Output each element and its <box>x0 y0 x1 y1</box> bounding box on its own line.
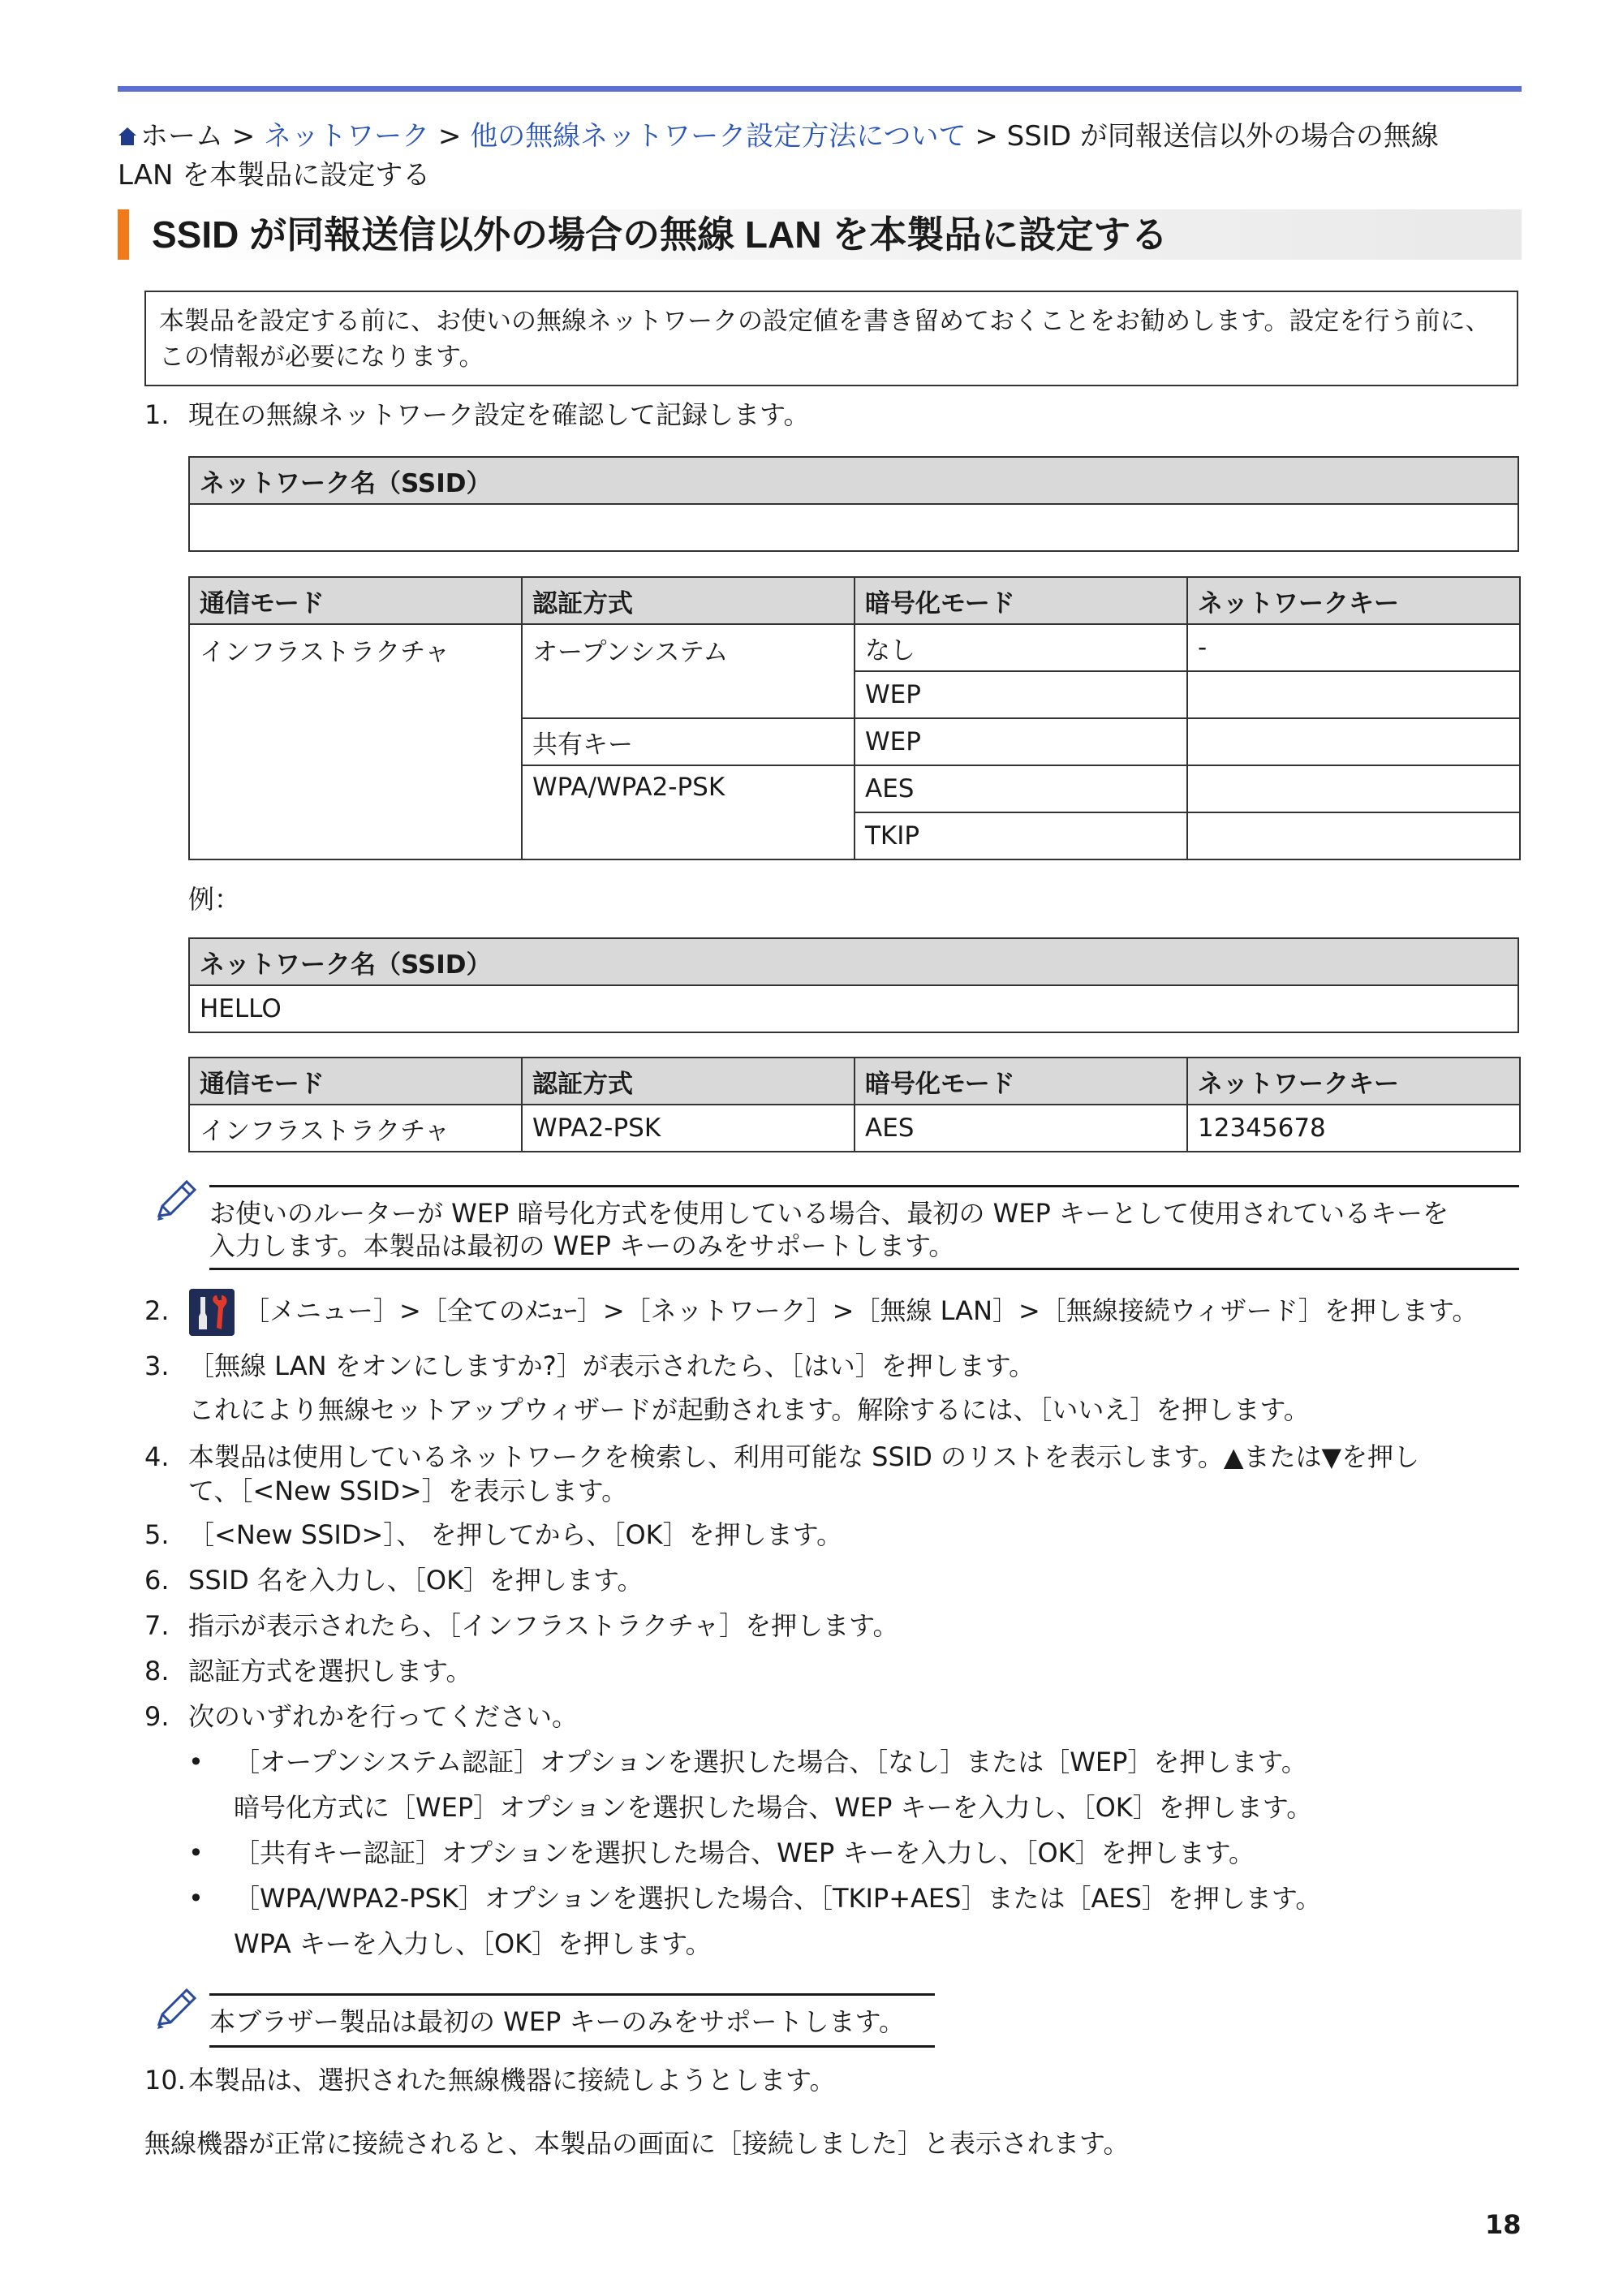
cell-key: - <box>1187 624 1520 671</box>
bullet-1-line2: 暗号化方式に［WEP］オプションを選択した場合、WEP キーを入力し、［OK］を押します。 <box>234 1792 1313 1823</box>
cell-auth-wpa: WPA/WPA2-PSK <box>522 765 855 859</box>
col-header-auth: 認証方式 <box>522 577 855 624</box>
breadcrumb-current: SSID が同報送信以外の場合の無線 <box>1006 120 1439 153</box>
cell-enc: WEP <box>855 671 1187 718</box>
step-3-sub: これにより無線セットアップウィザードが起動されます。解除するには、［いいえ］を押します。 <box>188 1394 1310 1425</box>
breadcrumb-separator: > <box>429 120 471 153</box>
step-7-text: 指示が表示されたら、［インフラストラクチャ］を押します。 <box>188 1610 899 1641</box>
step-9-text: 次のいずれかを行ってください。 <box>188 1701 579 1732</box>
bullet: • <box>188 1883 204 1914</box>
settings-tools-icon[interactable] <box>189 1289 235 1336</box>
bullet-1-line1: ［オープンシステム認証］オプションを選択した場合、［なし］または［WEP］を押します。 <box>234 1747 1307 1777</box>
example-settings-table <box>188 1057 1521 1152</box>
col-header-mode: 通信モード <box>189 577 522 624</box>
cell-enc: AES <box>855 765 1187 812</box>
note1-line2: 入力します。本製品は最初の WEP キーのみをサポートします。 <box>209 1230 955 1261</box>
breadcrumb-separator: > <box>223 120 265 153</box>
top-rule <box>118 86 1522 92</box>
breadcrumb-separator: > <box>966 120 1007 153</box>
step-number: 7. <box>144 1610 170 1641</box>
bullet-2-text: ［共有キー認証］オプションを選択した場合、WEP キーを入力し、［OK］を押します。 <box>234 1837 1255 1868</box>
cell-auth-shared: 共有キー <box>522 718 855 765</box>
col-header-mode: 通信モード <box>189 1058 522 1105</box>
step-2-text: ［メニュー］>［全てのﾒﾆｭｰ］>［ネットワーク］>［無線 LAN］>［無線接続ウィザード］を押します。 <box>243 1295 1479 1326</box>
note1-top-rule <box>209 1185 1519 1187</box>
step-4-line2: て、［<New SSID>］を表示します。 <box>188 1475 628 1506</box>
example-ssid-header: ネットワーク名（SSID） <box>189 938 1518 985</box>
step-number: 8. <box>144 1656 170 1686</box>
ssid-table-value <box>189 504 1518 551</box>
note1-bottom-rule <box>209 1268 1519 1270</box>
pencil-note-icon <box>151 1175 203 1227</box>
cell-mode: インフラストラクチャ <box>189 624 522 859</box>
step-number: 9. <box>144 1701 170 1732</box>
example-ssid-value: HELLO <box>189 985 1518 1032</box>
step-number: 2. <box>144 1295 170 1326</box>
step-3-text: ［無線 LAN をオンにしますか?］が表示されたら、［はい］を押します。 <box>188 1350 1035 1381</box>
step-1-text: 現在の無線ネットワーク設定を確認して記録します。 <box>188 399 810 430</box>
settings-table <box>188 576 1521 860</box>
step-number: 5. <box>144 1519 170 1550</box>
page-number: 18 <box>1485 2209 1522 2240</box>
step-number: 3. <box>144 1350 170 1381</box>
step-10-text: 本製品は、選択された無線機器に接続しようとします。 <box>188 2065 836 2096</box>
example-cell-enc: AES <box>855 1105 1187 1152</box>
breadcrumb-home[interactable]: ホーム <box>140 120 223 153</box>
example-ssid-table <box>188 937 1519 1033</box>
intro-note: 本製品を設定する前に、お使いの無線ネットワークの設定値を書き留めておくことをお勧めします。設定を行う前に、この情報が必要になります。 <box>144 291 1518 386</box>
cell-enc: WEP <box>855 718 1187 765</box>
step-4-line1: 本製品は使用しているネットワークを検索し、利用可能な SSID のリストを表示します。▲または▼を押し <box>188 1441 1420 1472</box>
note2-bottom-rule <box>209 2045 935 2048</box>
breadcrumb <box>118 117 1522 195</box>
note2-top-rule <box>209 1993 935 1996</box>
step-5-text: ［<New SSID>］、 を押してから、［OK］を押します。 <box>188 1519 843 1550</box>
cell-auth-open: オープンシステム <box>522 624 855 718</box>
bullet: • <box>188 1837 204 1868</box>
cell-key <box>1187 718 1520 765</box>
bullet-3-line2: WPA キーを入力し、［OK］を押します。 <box>234 1928 712 1959</box>
example-cell-key: 12345678 <box>1187 1105 1520 1152</box>
title-marker <box>118 209 129 260</box>
breadcrumb-current-cont: LAN を本製品に設定する <box>118 159 431 192</box>
cell-key <box>1187 812 1520 859</box>
bullet-3-line1: ［WPA/WPA2-PSK］オプションを選択した場合、［TKIP+AES］または［AES］を押します。 <box>234 1883 1322 1914</box>
col-header-encryption: 暗号化モード <box>855 1058 1187 1105</box>
cell-key <box>1187 671 1520 718</box>
pencil-note-icon <box>151 1984 203 2035</box>
col-header-encryption: 暗号化モード <box>855 577 1187 624</box>
example-cell-mode: インフラストラクチャ <box>189 1105 522 1152</box>
step-number: 6. <box>144 1565 170 1596</box>
page-title: SSID が同報送信以外の場合の無線 LAN を本製品に設定する <box>152 213 1169 256</box>
col-header-key: ネットワークキー <box>1187 577 1520 624</box>
bullet: • <box>188 1747 204 1777</box>
cell-enc: なし <box>855 624 1187 671</box>
example-cell-auth: WPA2-PSK <box>522 1105 855 1152</box>
note1-line1: お使いのルーターが WEP 暗号化方式を使用している場合、最初の WEP キーとして使用されているキーを <box>209 1198 1449 1229</box>
home-icon[interactable] <box>118 126 137 147</box>
step-number: 4. <box>144 1441 170 1472</box>
final-text: 無線機器が正常に接続されると、本製品の画面に［接続しました］と表示されます。 <box>144 2128 1130 2159</box>
col-header-auth: 認証方式 <box>522 1058 855 1105</box>
page-title-banner <box>118 209 1522 260</box>
step-number: 1. <box>144 399 170 430</box>
cell-enc: TKIP <box>855 812 1187 859</box>
ssid-table <box>188 456 1519 552</box>
col-header-key: ネットワークキー <box>1187 1058 1520 1105</box>
step-6-text: SSID 名を入力し、［OK］を押します。 <box>188 1565 644 1596</box>
example-label: 例： <box>188 884 241 915</box>
ssid-table-header: ネットワーク名（SSID） <box>189 457 1518 504</box>
step-number: 10. <box>144 2065 186 2096</box>
breadcrumb-link-other-wireless[interactable]: 他の無線ネットワーク設定方法について <box>470 120 966 153</box>
step-8-text: 認証方式を選択します。 <box>188 1656 472 1686</box>
note2-text: 本ブラザー製品は最初の WEP キーのみをサポートします。 <box>209 2006 905 2037</box>
breadcrumb-link-network[interactable]: ネットワーク <box>264 120 430 153</box>
cell-key <box>1187 765 1520 812</box>
